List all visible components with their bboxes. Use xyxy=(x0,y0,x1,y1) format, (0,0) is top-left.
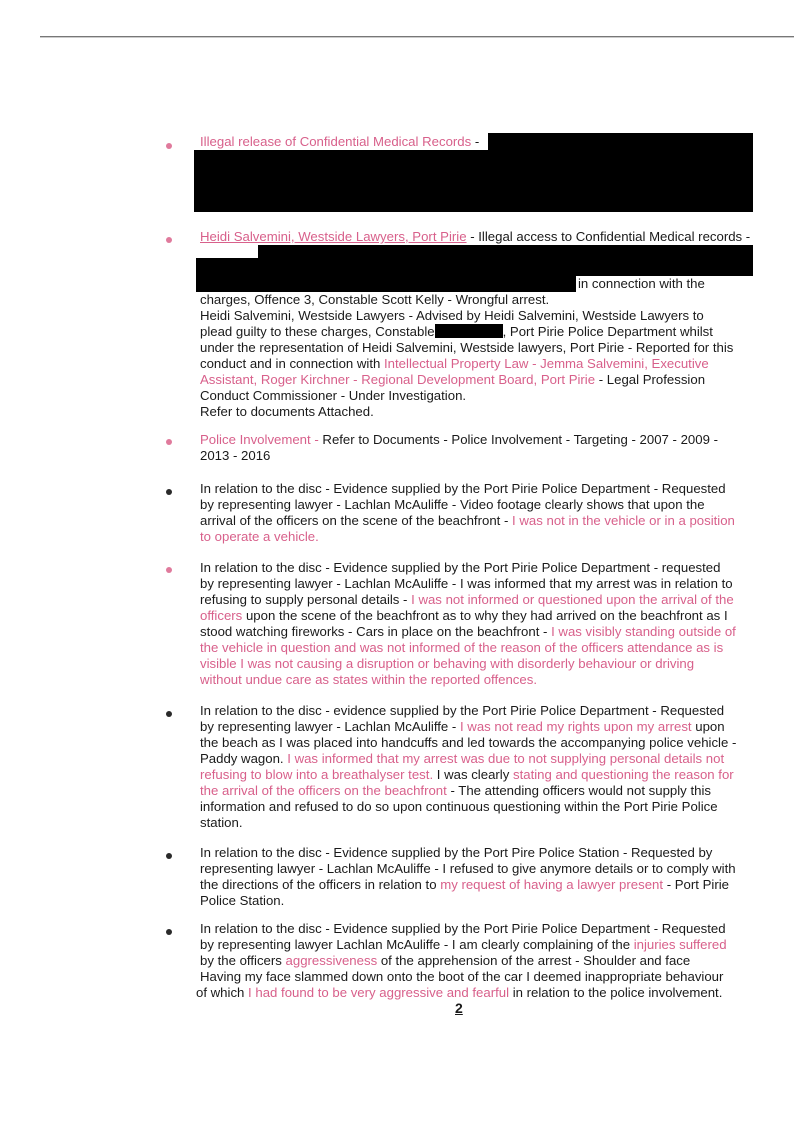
item2-tail: in connection with the xyxy=(578,276,705,291)
bullet-5 xyxy=(166,567,172,573)
item8-line4: Having my face slammed down onto the boot of the car I deemed inappropriate behaviour xyxy=(200,969,724,984)
redaction-1a xyxy=(488,133,753,151)
item6-line3: the beach as I was placed into handcuffs and led towards the accompanying police vehicle - xyxy=(200,735,737,750)
redaction-2c xyxy=(196,276,576,292)
redaction-2a xyxy=(258,245,753,259)
item6-line4-pink: I was informed that my arrest was due to not supplying personal details not xyxy=(287,751,725,766)
item8-line2: by representing lawyer Lachlan McAuliffe - I am clearly complaining of the xyxy=(200,937,634,952)
item6-line5-pink: refusing to blow into a breathalyser test. xyxy=(200,767,434,782)
item8-line3b: of the apprehension of the arrest - Shoulder and face xyxy=(377,953,691,968)
item6-line7: information and refused to do so upon continuous questioning within the Port Pirie Police xyxy=(200,799,718,814)
item4-line4-pink: to operate a vehicle. xyxy=(200,529,319,544)
item4-line3-pink: I was not in the vehicle or in a position xyxy=(512,513,735,528)
item5-line7-pink: visible I was not causing a disruption or behaving with disorderly behaviour or driving xyxy=(200,656,695,671)
item2-line5: under the representation of Heidi Salvemini, Westside lawyers, Port Pirie - Reported for this xyxy=(200,340,734,355)
item2-line7-pink: Assistant, Roger Kirchner - Regional Development Board, Port Pirie xyxy=(200,372,596,387)
item2-line6a: conduct and in connection with xyxy=(200,356,385,371)
item7-line3: the directions of the officers in relation to xyxy=(200,877,441,892)
item8-line3-pink: aggressiveness xyxy=(285,953,378,968)
bullet-4 xyxy=(166,489,172,495)
item4-line3: arrival of the officers on the scene of the beachfront - xyxy=(200,513,513,528)
item8-line5: of which xyxy=(196,985,249,1000)
list-item-3 xyxy=(200,432,760,464)
item2-line6-pink: Intellectual Property Law - Jemma Salvemini, Executive xyxy=(384,356,709,371)
item6-line1: In relation to the disc - evidence supplied by the Port Pirie Police Department - Requested xyxy=(200,703,725,718)
bullet-2 xyxy=(166,237,172,243)
bullet-6 xyxy=(166,711,172,717)
item2-line8: Conduct Commissioner - Under Investigation. xyxy=(200,388,467,403)
item6-line8: station. xyxy=(200,815,243,830)
item2-line4a: plead guilty to these charges, Constable xyxy=(200,324,435,339)
item5-line8-pink: without undue care as states within the reported offences. xyxy=(200,672,537,687)
item7-line1: In relation to the disc - Evidence supplied by the Port Pire Police Station - Requested by xyxy=(200,845,713,860)
item2-line4b: , Port Pirie Police Department whilst xyxy=(502,324,713,339)
list-item-7 xyxy=(200,845,760,909)
item6-line2b: upon xyxy=(691,719,725,734)
item5-line1: In relation to the disc - Evidence supplied by the Port Pirie Police Department - requested xyxy=(200,560,721,575)
item2-line7b: - Legal Profession xyxy=(595,372,706,387)
item6-line6: - The attending officers would not supply this xyxy=(446,783,711,798)
item8-line1: In relation to the disc - Evidence supplied by the Port Pirie Police Department - Requested xyxy=(200,921,726,936)
item5-line3: refusing to supply personal details - xyxy=(200,592,412,607)
redaction-2b xyxy=(196,258,753,276)
item7-line2: representing lawyer - Lachlan McAuliffe - I refused to give anymore details or to comply with xyxy=(200,861,736,876)
bullet-8 xyxy=(166,929,172,935)
item6-line5: I was clearly xyxy=(433,767,513,782)
item5-line5: stood watching fireworks - Cars in place on the beachfront - xyxy=(200,624,552,639)
item6-line4: Paddy wagon. xyxy=(200,751,288,766)
item7-line3b: - Port Pirie xyxy=(663,877,729,892)
item7-line4: Police Station. xyxy=(200,893,285,908)
item3-lead: Refer to Documents - Police Involvement - Targeting - 2007 - 2009 - xyxy=(318,432,718,447)
item6-line2-pink: I was not read my rights upon my arrest xyxy=(459,719,692,734)
bullet-7 xyxy=(166,853,172,859)
item4-line2: by representing lawyer - Lachlan McAuliffe - Video footage clearly shows that upon the xyxy=(200,497,705,512)
item5-line4-pink: officers xyxy=(200,608,243,623)
item6-line2: by representing lawyer - Lachlan McAuliffe - xyxy=(200,719,460,734)
list-item-5 xyxy=(200,560,760,688)
item1-heading: Illegal release of Confidential Medical Records xyxy=(200,134,472,149)
item2-heading: Heidi Salvemini, Westside Lawyers, Port Pirie xyxy=(200,229,467,244)
item3-heading: Police Involvement - xyxy=(200,432,319,447)
item2-line3: Heidi Salvemini, Westside Lawyers - Advised by Heidi Salvemini, Westside Lawyers to xyxy=(200,308,704,323)
item8-line2-pink: injuries suffered xyxy=(633,937,727,952)
item6-line5-pink2: stating and questioning the reason for xyxy=(513,767,734,782)
item3-line2: 2013 - 2016 xyxy=(200,448,271,463)
item2-lead: - Illegal access to Confidential Medical records - xyxy=(466,229,751,244)
redaction-1b xyxy=(194,150,753,212)
item1-dash: - xyxy=(471,134,480,149)
list-item-2 xyxy=(200,229,760,245)
redaction-2d xyxy=(435,324,503,338)
item5-line5-pink: I was visibly standing outside of xyxy=(551,624,736,639)
item8-line5b: in relation to the police involvement. xyxy=(509,985,723,1000)
item5-line3-pink: I was not informed or questioned upon the arrival of the xyxy=(411,592,734,607)
list-item-6 xyxy=(200,703,760,831)
item6-line6-pink: the arrival of the officers on the beachfront xyxy=(200,783,447,798)
list-item-4 xyxy=(200,481,760,545)
item5-line4: upon the scene of the beachfront as to why they had arrived on the beachfront as I xyxy=(242,608,728,623)
item2-body xyxy=(200,292,760,420)
bullet-3 xyxy=(166,439,172,445)
item5-line6-pink: the vehicle in question and was not informed of the reason of the officers attendance as is xyxy=(200,640,724,655)
item8-line3: by the officers xyxy=(200,953,286,968)
bullet-1 xyxy=(166,143,172,149)
item2-line2: charges, Offence 3, Constable Scott Kelly - Wrongful arrest. xyxy=(200,292,550,307)
item8-line5-pink: I had found to be very aggressive and fearful xyxy=(248,985,510,1000)
item4-line1: In relation to the disc - Evidence supplied by the Port Pirie Police Department - Requested xyxy=(200,481,726,496)
item7-line3-pink: my request of having a lawyer present xyxy=(440,877,664,892)
item5-line2: by representing lawyer - Lachlan McAuliffe - I was informed that my arrest was in relation to xyxy=(200,576,733,591)
page-number: 2 xyxy=(455,1000,463,1016)
item2-line9: Refer to documents Attached. xyxy=(200,404,374,419)
list-item-8 xyxy=(196,921,760,1001)
top-rule-shadow xyxy=(40,37,794,38)
